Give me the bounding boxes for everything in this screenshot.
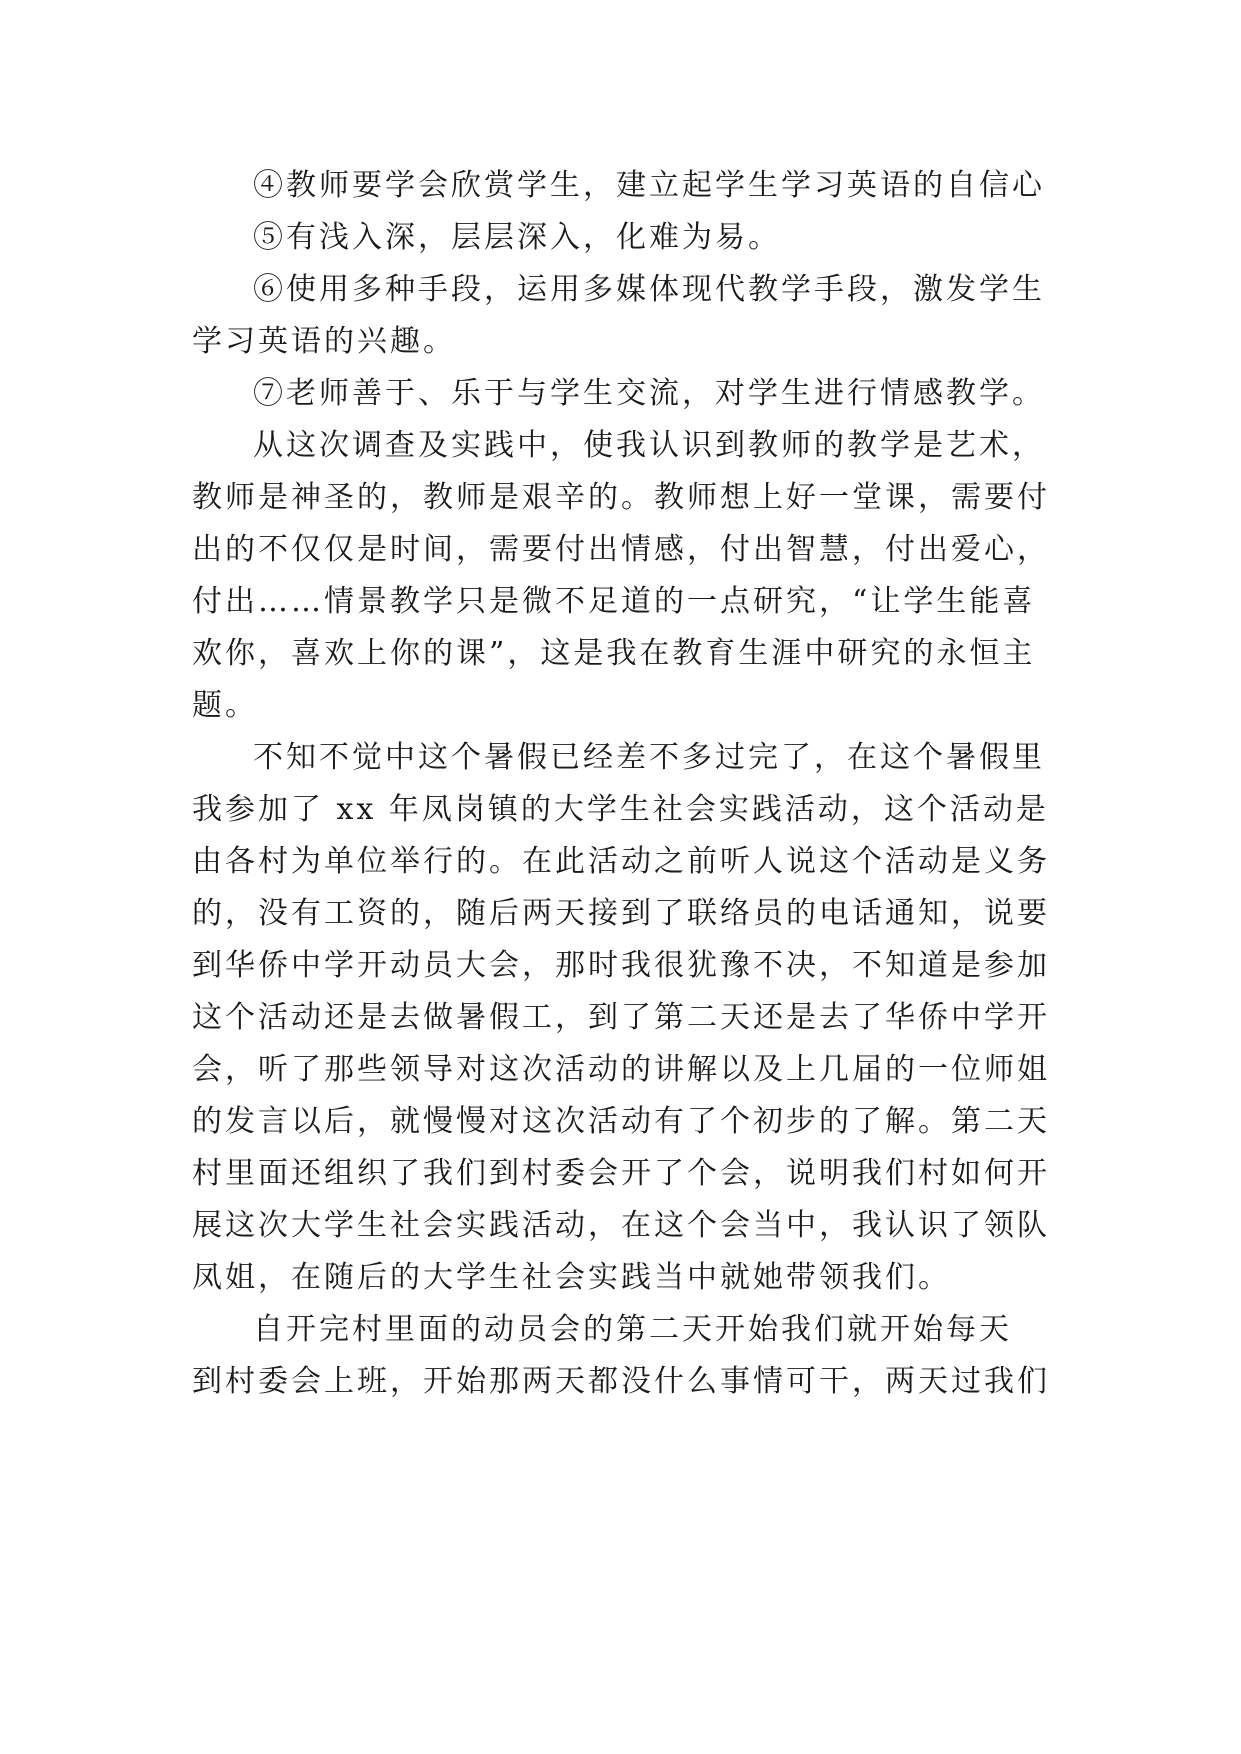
text-line: 出的不仅仅是时间，需要付出情感，付出智慧，付出爱心， [192,532,1050,567]
text-line: 这个活动还是去做暑假工，到了第二天还是去了华侨中学开 [192,1000,1050,1035]
text-line: 欢你，喜欢上你的课”，这是我在教育生涯中研究的永恒主 [192,636,1036,671]
text-line: 的发言以后，就慢慢对这次活动有了个初步的了解。第二天 [192,1104,1050,1139]
text-line: 会，听了那些领导对这次活动的讲解以及上几届的一位师姐 [192,1052,1050,1087]
text-line: 的，没有工资的，随后两天接到了联络员的电话通知，说要 [192,896,1050,931]
text-line: 付出……情景教学只是微不足道的一点研究，“让学生能喜 [192,584,1036,619]
text-line: 题。 [192,688,258,723]
text-line: 展这次大学生社会实践活动，在这个会当中，我认识了领队 [192,1208,1050,1243]
text-line: 到华侨中学开动员大会，那时我很犹豫不决，不知道是参加 [192,948,1050,983]
text-line: ⑦老师善于、乐于与学生交流，对学生进行情感教学。 [253,376,1045,411]
text-line: 教师是神圣的，教师是艰辛的。教师想上好一堂课，需要付 [192,480,1050,515]
text-line: 我参加了 xx 年凤岗镇的大学生社会实践活动，这个活动是 [192,792,1049,827]
text-line: 自开完村里面的动员会的第二天开始我们就开始每天 [253,1312,1012,1347]
text-line: ④教师要学会欣赏学生，建立起学生学习英语的自信心 [253,168,1045,203]
text-line: 学习英语的兴趣。 [192,324,456,359]
text-line: 不知不觉中这个暑假已经差不多过完了，在这个暑假里 [253,740,1045,775]
text-line: 从这次调查及实践中，使我认识到教师的教学是艺术， [253,428,1045,463]
text-line: 由各村为单位举行的。在此活动之前听人说这个活动是义务 [192,844,1050,879]
text-line: 村里面还组织了我们到村委会开了个会，说明我们村如何开 [192,1156,1050,1191]
text-line: ⑥使用多种手段，运用多媒体现代教学手段，激发学生 [253,272,1045,307]
text-line: 到村委会上班，开始那两天都没什么事情可干，两天过我们 [192,1364,1050,1399]
text-line: ⑤有浅入深，层层深入，化难为易。 [253,220,781,255]
text-line: 凤姐，在随后的大学生社会实践当中就她带领我们。 [192,1260,951,1295]
